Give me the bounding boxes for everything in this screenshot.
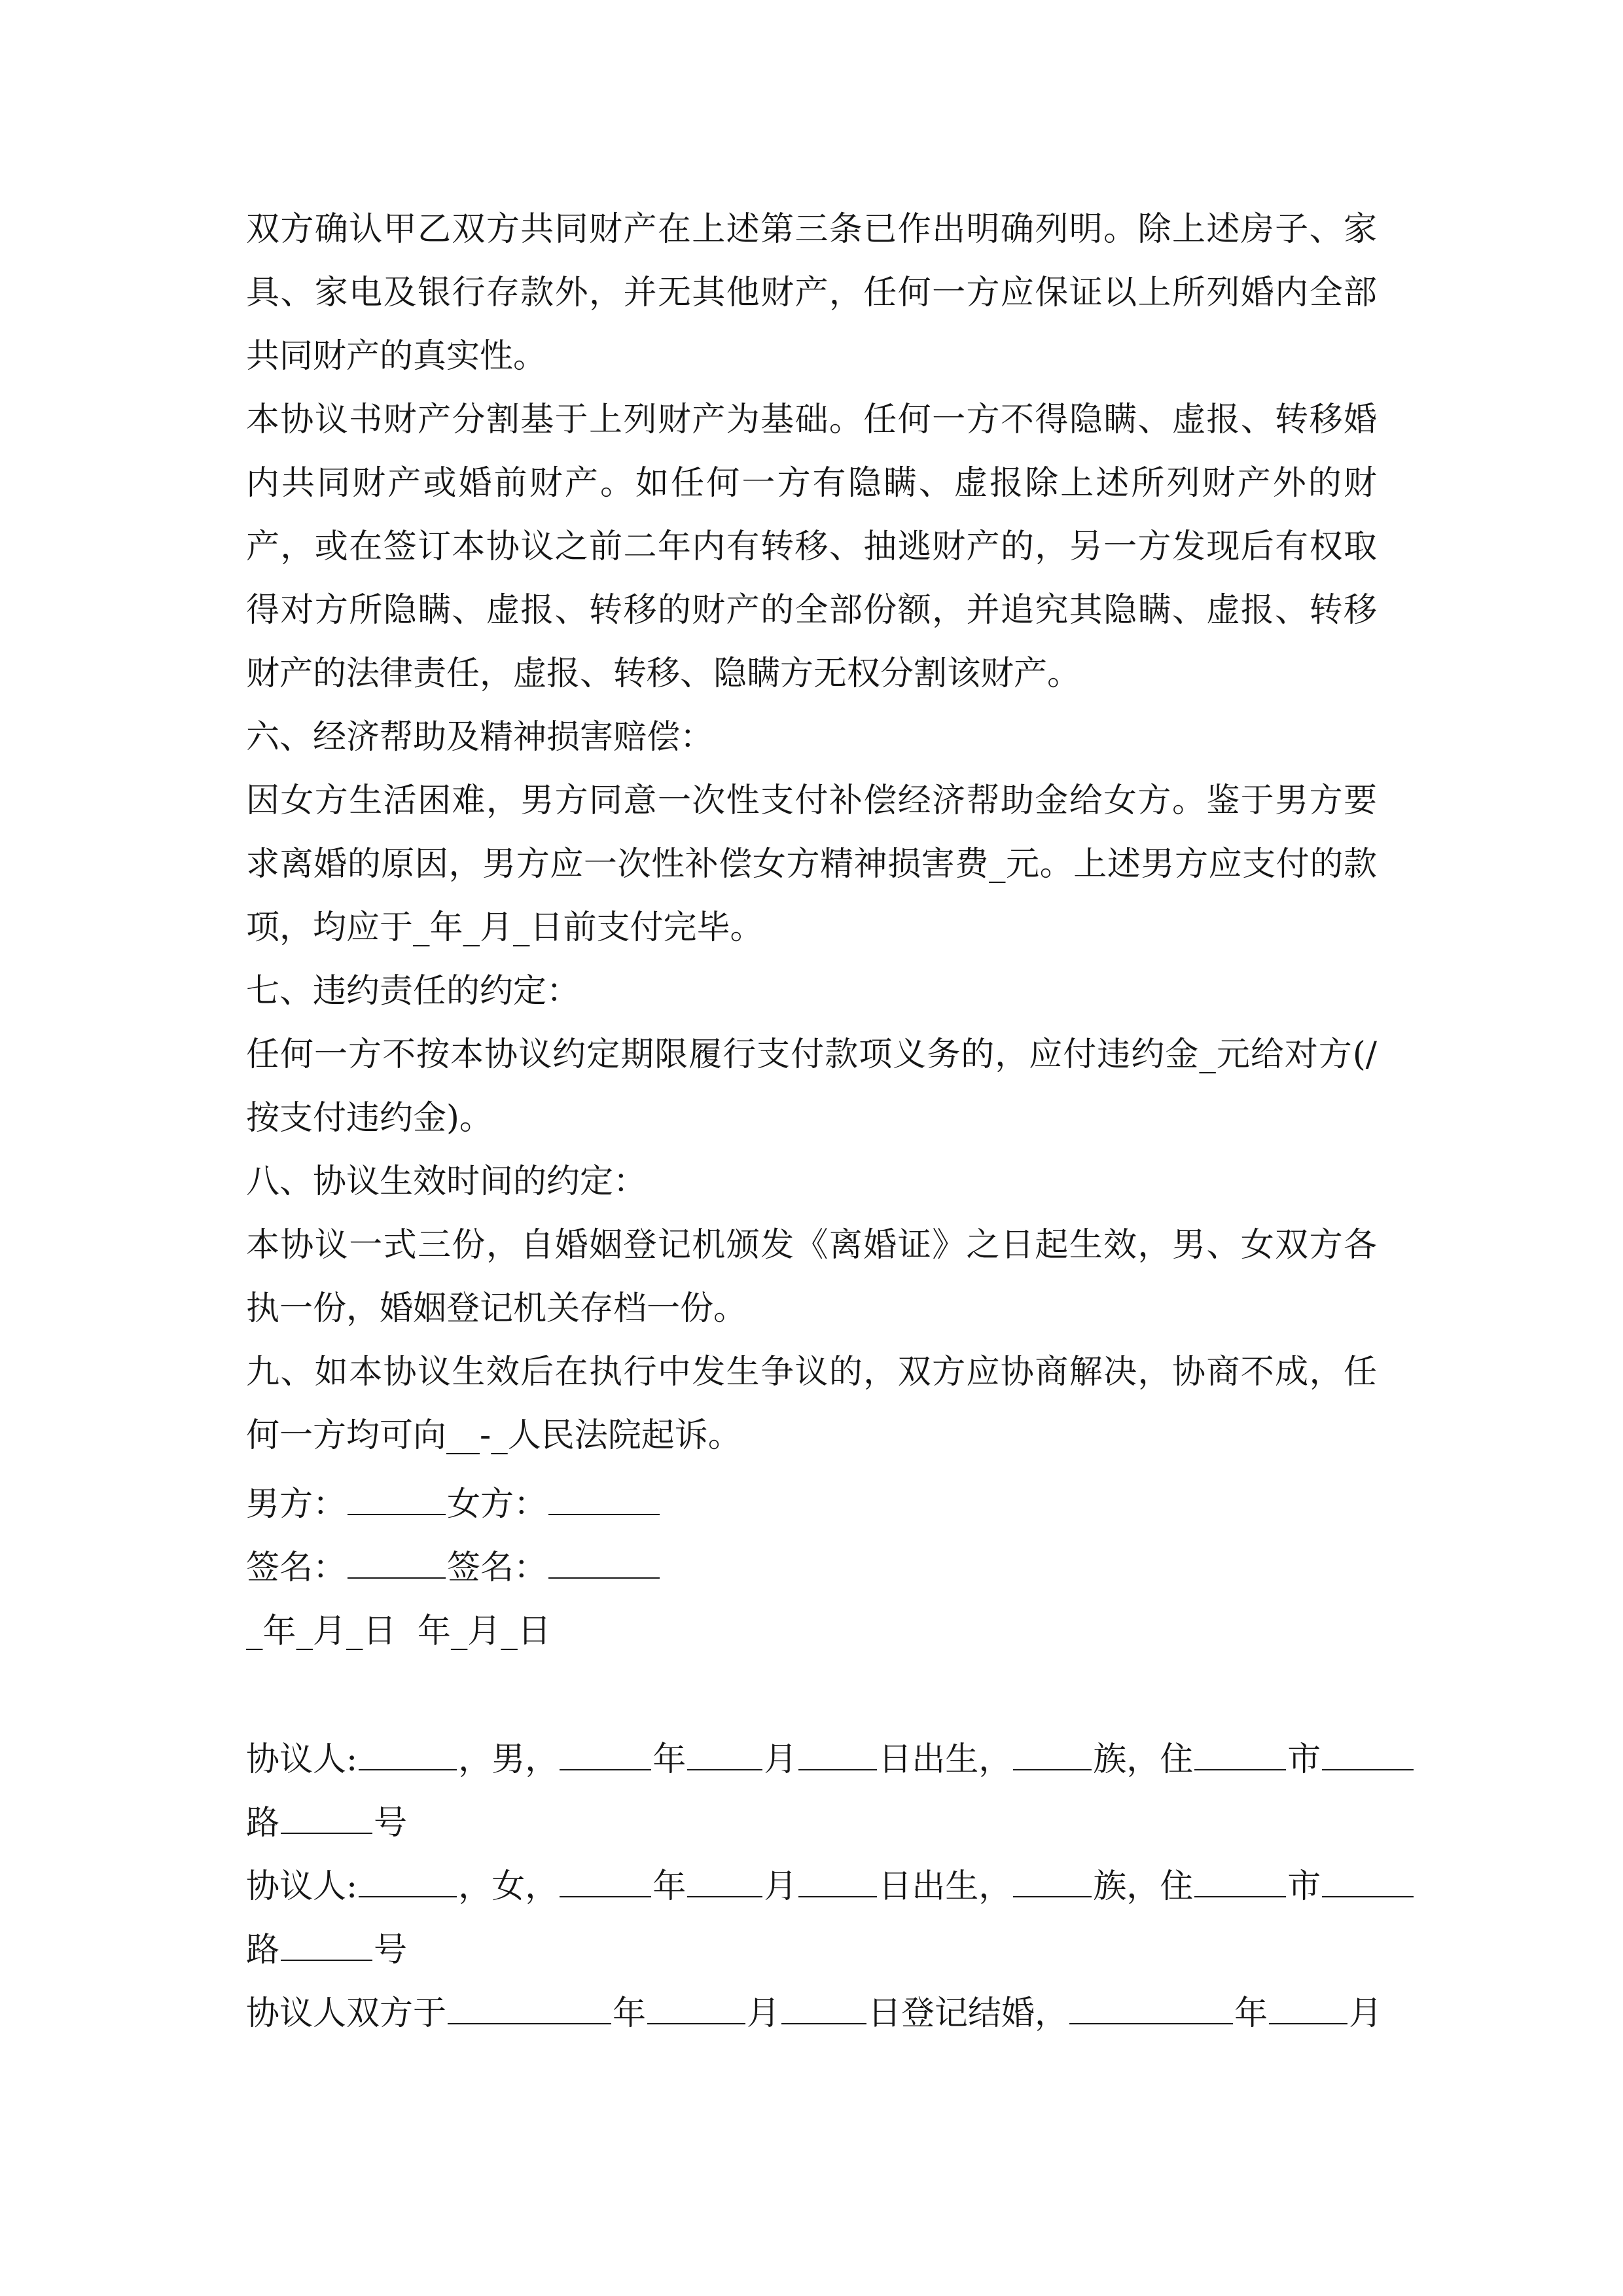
blank	[1322, 1867, 1414, 1897]
born-label: 日出生，	[878, 1740, 1012, 1779]
signature-sign-line	[246, 1536, 661, 1600]
blank	[781, 1994, 866, 2024]
marriage-prefix: 协议人双方于	[246, 1994, 447, 2033]
city-label: 市	[1287, 1867, 1321, 1906]
blank	[1069, 1994, 1233, 2024]
paragraph-compensation: 因女方生活困难，男方同意一次性支付补偿经济帮助金给女方。鉴于男方要求离婚的原因，男方应一次性补偿女方精神损害费_元。上述男方应支付的款项，均应于_年_月_日前支付完毕。	[246, 781, 1377, 947]
male-sign-blank	[348, 1549, 446, 1579]
party-male-line	[246, 1728, 1415, 1791]
blank	[359, 1867, 457, 1897]
sign-label-female: 签名：	[447, 1549, 548, 1587]
number-label: 号	[374, 1804, 408, 1842]
blank	[1013, 1740, 1092, 1770]
sign-label-male: 签名：	[246, 1549, 347, 1587]
blank	[647, 1994, 745, 2024]
blank	[1194, 1867, 1286, 1897]
party-female-line	[246, 1855, 1415, 1918]
signature-party-line	[246, 1473, 661, 1536]
party-female-address-line	[246, 1918, 407, 1982]
blank	[448, 1994, 611, 2024]
party-label: 协议人:	[246, 1867, 358, 1906]
blank	[281, 1931, 372, 1961]
male-label: 男方：	[246, 1485, 347, 1524]
month-label: 月	[764, 1740, 798, 1779]
blank	[1269, 1994, 1347, 2024]
blank	[560, 1867, 651, 1897]
ethnic-label: 族，住	[1093, 1740, 1194, 1779]
male-name-blank	[348, 1485, 446, 1515]
ethnic-label: 族，住	[1093, 1867, 1194, 1906]
blank	[687, 1867, 762, 1897]
heading-effective-time: 八、协议生效时间的约定：	[246, 1162, 647, 1201]
blank	[281, 1804, 372, 1834]
party-male-address-line	[246, 1791, 407, 1855]
number-label: 号	[374, 1931, 408, 1969]
road-label: 路	[246, 1931, 280, 1969]
blank	[1194, 1740, 1286, 1770]
party-label: 协议人:	[246, 1740, 358, 1779]
month-label: 月	[764, 1867, 798, 1906]
female-name-blank	[548, 1485, 660, 1515]
year-label: 年	[1234, 1994, 1268, 2033]
gender-female: ，女，	[458, 1867, 559, 1906]
marriage-mid: 日登记结婚，	[868, 1994, 1069, 2033]
signature-date-line: _年_月_日 年_月_日	[246, 1612, 551, 1651]
blank	[687, 1740, 762, 1770]
gender-male: ，男，	[458, 1740, 559, 1779]
born-label: 日出生，	[878, 1867, 1012, 1906]
female-label: 女方：	[447, 1485, 548, 1524]
paragraph-property-concealment: 本协议书财产分割基于上列财产为基础。任何一方不得隐瞒、虚报、转移婚内共同财产或婚前财产。如任何一方有隐瞒、虚报除上述所列财产外的财产，或在签订本协议之前二年内有转移、抽逃财产的，另一方发现后有权取得对方所隐瞒、虚报、转移的财产的全部份额，并追究其隐瞒、虚报、转移财产的法律责任，虚报、转移、隐瞒方无权分割该财产。	[246, 401, 1377, 693]
blank	[1322, 1740, 1414, 1770]
blank	[798, 1867, 877, 1897]
year-label: 年	[652, 1867, 687, 1906]
paragraph-property-confirmation: 双方确认甲乙双方共同财产在上述第三条已作出明确列明。除上述房子、家具、家电及银行存款外，并无其他财产，任何一方应保证以上所列婚内全部共同财产的真实性。	[246, 210, 1377, 376]
month-label: 月	[747, 1994, 781, 2033]
year-label: 年	[652, 1740, 687, 1779]
blank	[359, 1740, 457, 1770]
year-label: 年	[613, 1994, 647, 2033]
city-label: 市	[1287, 1740, 1321, 1779]
marriage-registration-line	[246, 1982, 1382, 2045]
blank	[1013, 1867, 1092, 1897]
blank	[798, 1740, 877, 1770]
heading-economic-help: 六、经济帮助及精神损害赔偿：	[246, 718, 714, 757]
paragraph-breach-penalty: 任何一方不按本协议约定期限履行支付款项义务的，应付违约金_元给对方(/按支付违约金)。	[246, 1035, 1377, 1138]
road-label: 路	[246, 1804, 280, 1842]
paragraph-dispute: 九、如本协议生效后在执行中发生争议的，双方应协商解决，协商不成，任何一方均可向__-_人民法院起诉。	[246, 1353, 1377, 1455]
month-label: 月	[1349, 1994, 1383, 2033]
blank	[560, 1740, 651, 1770]
paragraph-copies: 本协议一式三份，自婚姻登记机颁发《离婚证》之日起生效，男、女双方各执一份，婚姻登记机关存档一份。	[246, 1226, 1377, 1328]
heading-breach-liability: 七、违约责任的约定：	[246, 972, 580, 1011]
female-sign-blank	[548, 1549, 660, 1579]
